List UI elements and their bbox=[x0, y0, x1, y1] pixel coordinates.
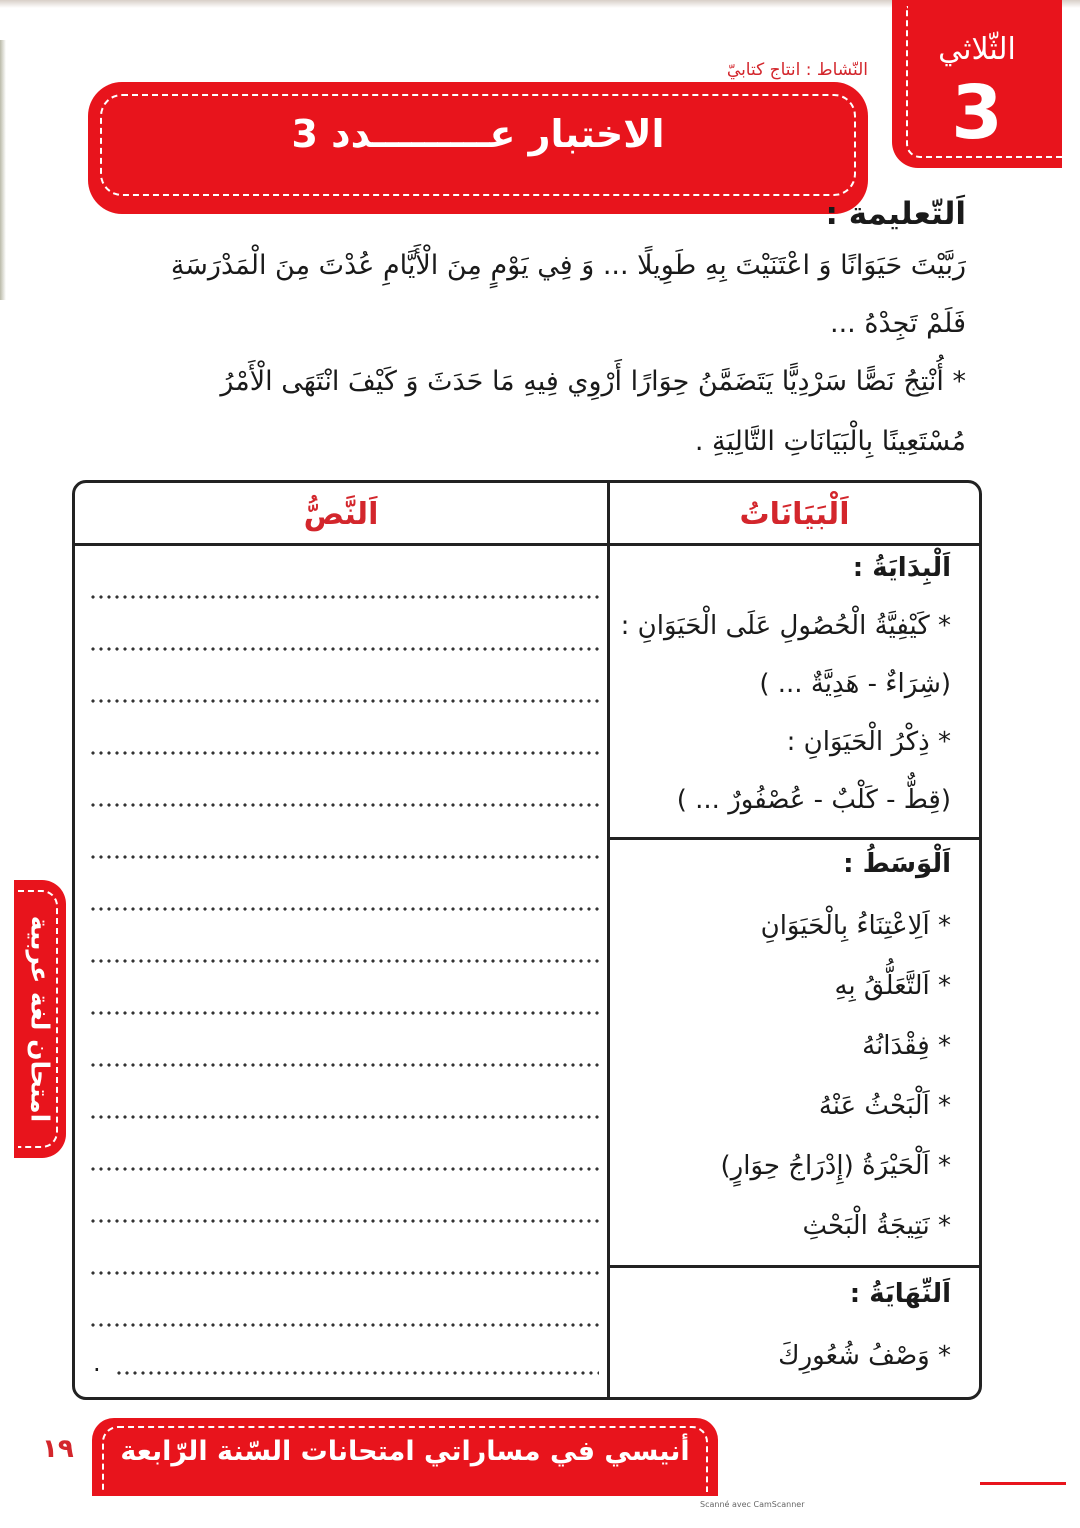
data-item: * نَتِيجَةُ الْبَحْثِ bbox=[802, 1211, 951, 1241]
writing-line bbox=[89, 1011, 599, 1015]
writing-line bbox=[89, 1167, 599, 1171]
instruction-line: رَبَّيْتَ حَيَوَانًا وَ اعْتَنَيْتَ بِهِ طَوِيلًا ... وَ فِي يَوْمٍ مِنَ الْأَيَّامِ عُدْتَ مِنَ الْمَدْرَسَةِ bbox=[170, 250, 966, 281]
writing-line bbox=[89, 1323, 599, 1327]
data-item: * فِقْدَانُهُ bbox=[862, 1031, 951, 1061]
column-divider bbox=[607, 483, 610, 1397]
data-item: * وَصْفُ شُعُورِكَ bbox=[778, 1341, 951, 1371]
instruction-line: * أُنْتِجُ نَصًّا سَرْدِيًّا يَتَضَمَّنُ حِوَارًا أَرْوِي فِيهِ مَا حَدَثَ وَ كَيْفَ انْتَهَى الْأَمْرُ bbox=[220, 366, 966, 397]
writing-line bbox=[115, 1371, 599, 1375]
trimester-number: 3 bbox=[951, 70, 1003, 156]
data-item: * اَلتَّعَلُّقُ بِهِ bbox=[834, 971, 951, 1001]
data-item: * اَلْبَحْثُ عَنْهُ bbox=[818, 1091, 951, 1121]
writing-line bbox=[89, 595, 599, 599]
writing-line bbox=[89, 1063, 599, 1067]
subject-label: امتحان لغة عربية bbox=[25, 915, 55, 1123]
instruction-heading: اَلتّعليمة : bbox=[825, 196, 966, 232]
page-number: ١٩ bbox=[42, 1434, 74, 1464]
writing-line bbox=[89, 907, 599, 911]
trimester-tab bbox=[892, 0, 1062, 168]
book-title: أنيسي في مساراتي امتحانات السّنة الرّابعة bbox=[120, 1436, 690, 1467]
data-item: * كَيْفِيَّةُ الْحُصُولِ عَلَى الْحَيَوَانِ : bbox=[620, 611, 951, 641]
data-item: * اَلِاعْتِنَاءُ بِالْحَيَوَانِ bbox=[760, 911, 951, 941]
final-dot: . bbox=[93, 1349, 101, 1377]
column-header-text: اَلنَّصُّ bbox=[303, 497, 379, 532]
page-binding-edge bbox=[0, 40, 6, 300]
writing-line bbox=[89, 803, 599, 807]
writing-line bbox=[89, 1219, 599, 1223]
footer-rule bbox=[980, 1482, 1066, 1485]
writing-line bbox=[89, 855, 599, 859]
writing-line bbox=[89, 1115, 599, 1119]
data-item: (شِرَاءٌ - هَدِيَّةٌ ... ) bbox=[759, 669, 951, 699]
subject-side-tab bbox=[14, 880, 66, 1158]
section-divider bbox=[607, 837, 979, 840]
instruction-line: فَلَمْ تَجِدْهُ ... bbox=[830, 308, 966, 339]
section-title-middle: اَلْوَسَطُ : bbox=[843, 849, 951, 879]
trimester-label: الثّلاثي bbox=[938, 32, 1016, 67]
exam-title: الاختبار عـــــــــدد 3 bbox=[291, 112, 665, 156]
data-item: * اَلْحَيْرَةُ (إِدْرَاجُ حِوَارٍ) bbox=[720, 1151, 951, 1181]
instruction-line: مُسْتَعِينًا بِالْبَيَانَاتِ التَّالِيَةِ . bbox=[694, 426, 966, 457]
writing-line bbox=[89, 751, 599, 755]
scan-note: Scanné avec CamScanner bbox=[700, 1500, 805, 1509]
section-title-beginning: اَلْبِدَايَةُ : bbox=[852, 553, 951, 583]
data-item: * ذِكْرُ الْحَيَوَانِ : bbox=[786, 727, 951, 757]
header-divider bbox=[75, 543, 979, 546]
writing-line bbox=[89, 959, 599, 963]
footer-banner bbox=[92, 1418, 718, 1496]
writing-line bbox=[89, 1271, 599, 1275]
writing-table bbox=[72, 480, 982, 1400]
title-banner bbox=[88, 82, 868, 214]
data-item: (قِطٌّ - كَلْبٌ - عُصْفُورٌ ... ) bbox=[676, 785, 951, 815]
section-divider bbox=[607, 1265, 979, 1268]
column-header-data: اَلْبَيَانَاتُ bbox=[739, 497, 850, 532]
activity-label: النّشاط : انتاج كتابيّ bbox=[726, 60, 868, 80]
section-title-end: اَلنِّهَايَةُ : bbox=[849, 1279, 951, 1309]
writing-line bbox=[89, 647, 599, 651]
writing-line bbox=[89, 699, 599, 703]
